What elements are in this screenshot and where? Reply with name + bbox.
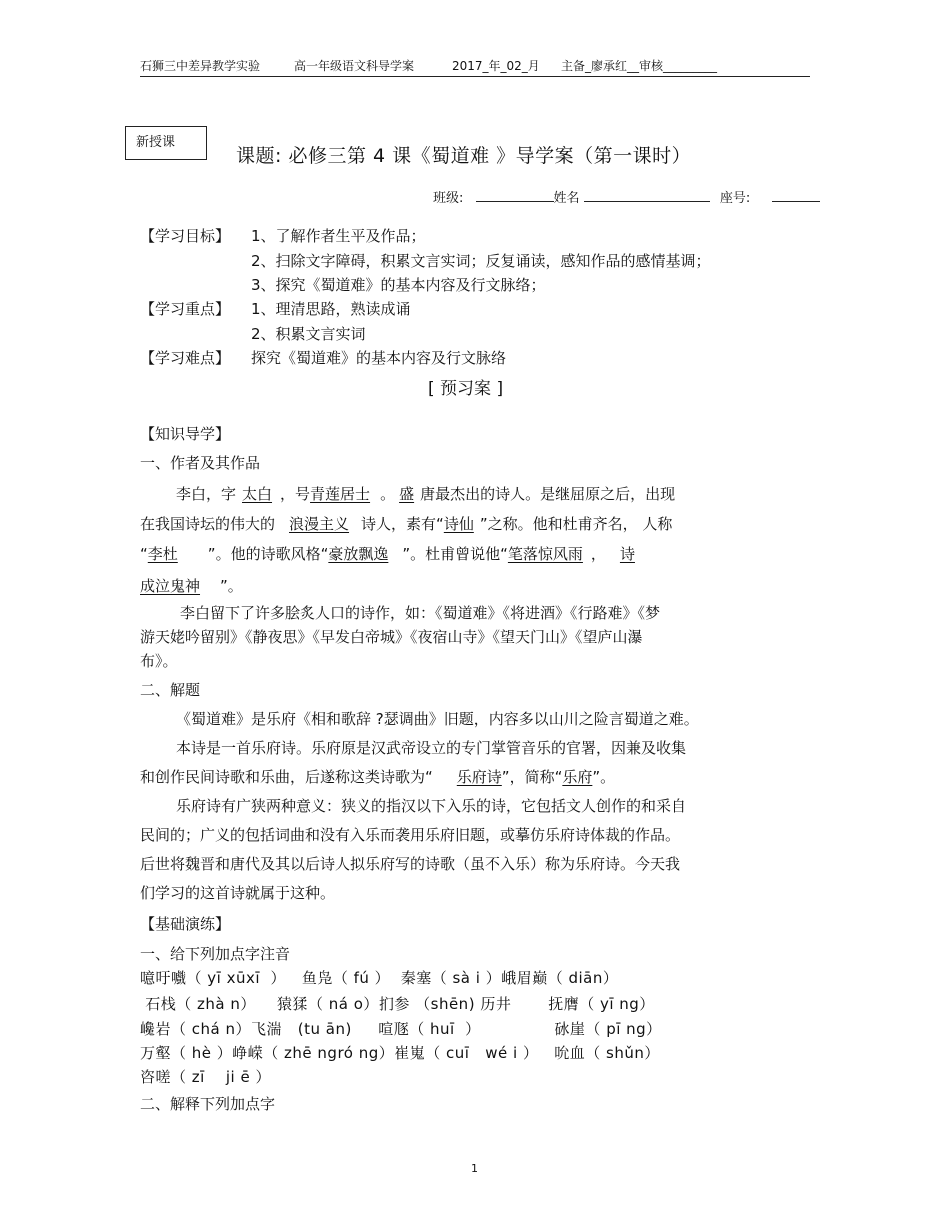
goals-label: 【学习目标】 [140,227,231,245]
pinyin-row: 巉岩（ chá n）飞湍 (tu ān) 喧豗（ huī ） 砅崖（ pī ng） [140,1020,662,1038]
lesson-type-tag: 新授课 [125,126,207,160]
difficulty-label: 【学习难点】 [140,349,231,367]
practice-section-explain: 二、解释下列加点字 [140,1095,276,1113]
answer-style: 豪放飘逸 [328,545,389,563]
yuefu-meaning-line: 们学习的这首诗就属于这种。 [140,884,336,902]
pinyin-row: 石栈（ zhà n） 猿猱（ ná o）扪参 （shēn) 历井 抚膺（ yī ng） [140,995,655,1013]
answer-title: 诗仙 [443,515,474,533]
works-paragraph-line: 李白留下了许多脍炙人口的诗作，如：《蜀道难》《将进酒》《行路难》《梦 [180,604,661,622]
author-paragraph-line: “李杜 ”。他的诗歌风格“豪放飘逸 ”。杜甫曾说他“笔落惊风雨 ， 诗 [140,545,635,563]
yuefu-paragraph-line: 本诗是一首乐府诗。乐府原是汉武帝设立的专门掌管音乐的官署，因兼及收集 [176,739,687,757]
section-title-heading: 二、解题 [140,681,201,699]
practice-section-pinyin: 一、给下列加点字注音 [140,945,291,963]
key-item: 2、积累文言实词 [251,325,366,343]
header-school: 石狮三中差异教学实验 [140,59,261,73]
pinyin-row: 万壑（ hè ）峥嵘（ zhē ngró ng）崔嵬（ cuī wé i ） 吮血（ shǔn） [140,1044,660,1062]
name-label: 姓名 [553,191,580,206]
page-number: 1 [471,1162,478,1175]
yuefu-meaning-line: 后世将魏晋和唐代及其以后诗人拟乐府写的诗歌（虽不入乐）称为乐府诗。今天我 [140,855,681,873]
header-author: 主备_廖承红__审核_________ [561,59,718,73]
difficulty-text: 探究《蜀道难》的基本内容及行文脉络 [251,349,507,367]
answer-alias: 李杜 [147,545,178,563]
yuefu-meaning-line: 民间的；广义的包括词曲和没有入乐而袭用乐府旧题，或摹仿乐府诗体裁的作品。 [140,826,681,844]
name-blank[interactable] [584,187,710,202]
yuefu-meaning-line: 乐府诗有广狭两种意义：狭义的指汉以下入乐的诗，它包括文人创作的和采自 [176,797,687,815]
goal-item: 1、了解作者生平及作品； [251,227,426,245]
key-label: 【学习重点】 [140,300,231,318]
student-info [433,187,820,206]
author-paragraph-line: 成泣鬼神 ”。 [140,577,243,595]
pinyin-row: 噫吁嚱（ yī xūxī ） 鱼凫（ fú ） 秦塞（ sà i ）峨眉巅（ diān） [140,969,619,987]
knowledge-label: 【知识导学】 [140,425,231,443]
title-paragraph: 《蜀道难》是乐府《相和歌辞 ?瑟调曲》旧题，内容多以山川之险言蜀道之难。 [176,710,699,728]
header-divider [140,76,810,77]
pinyin-row: 咨嗟（ zī ji ē ） [140,1068,271,1086]
section-author-heading: 一、作者及其作品 [140,454,261,472]
header-grade: 高一年级语文科导学案 [294,59,415,73]
answer-dynasty: 盛 [399,485,415,503]
class-label: 班级: [433,191,464,206]
answer-quote-2: 诗 [619,545,635,563]
class-blank[interactable] [476,187,554,202]
seat-blank[interactable] [772,187,820,202]
answer-zi: 太白 [242,485,273,503]
works-paragraph-line: 布》。 [140,652,178,670]
practice-label: 【基础演练】 [140,915,231,933]
answer-yuefu-poem: 乐府诗 [456,768,502,786]
preview-section-title: [ 预习案 ] [428,379,504,399]
works-paragraph-line: 游天姥吟留别》《静夜思》《早发白帝城》《夜宿山寺》《望天门山》《望庐山瀑 [140,628,643,646]
author-paragraph-line: 在我国诗坛的伟大的 浪漫主义 诗人，素有“诗仙 ”之称。他和杜甫齐名， 人称 [140,515,673,533]
answer-yuefu-short: 乐府 [562,768,593,786]
seat-label: 座号: [719,191,751,206]
key-item: 1、理清思路，熟读成诵 [251,300,411,318]
header-date: 2017_年_02_月 [452,59,540,73]
goal-item: 2、扫除文字障碍，积累文言实词；反复诵读，感知作品的感情基调； [251,252,711,270]
answer-quote-1: 笔落惊风雨 [507,545,583,563]
yuefu-paragraph-line: 和创作民间诗歌和乐曲，后遂称这类诗歌为“ 乐府诗”，简称“乐府”。 [140,768,616,786]
page-title: 课题: 必修三第 4 课《蜀道难 》导学案（第一课时） [236,145,692,167]
goal-item: 3、探究《蜀道难》的基本内容及行文脉络； [251,276,546,294]
author-paragraph-line: 李白，字 太白 ，号青莲居士 。 盛 唐最杰出的诗人。是继屈原之后，出现 [176,485,676,503]
answer-hao: 青莲居士 [310,485,371,503]
answer-school: 浪漫主义 [289,515,350,533]
answer-quote-2-cont: 成泣鬼神 [140,577,201,595]
